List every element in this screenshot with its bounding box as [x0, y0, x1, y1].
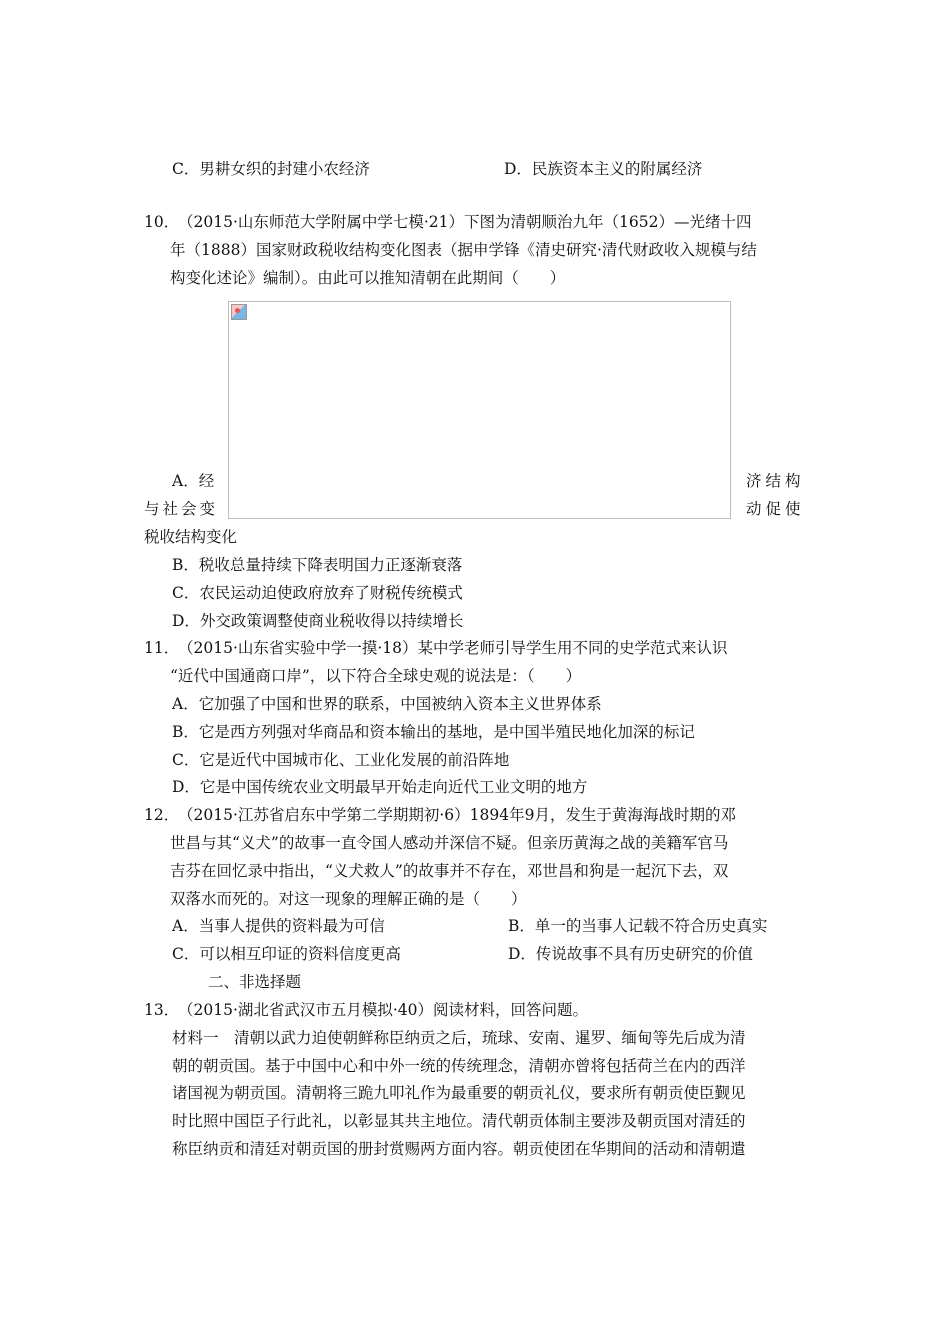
q10-option-d: D．外交政策调整使商业税收得以持续增长 — [172, 612, 464, 630]
q10-option-b: B．税收总量持续下降表明国力正逐渐衰落 — [172, 556, 463, 574]
q10-stem-line-2: 年（1888）国家财政税收结构变化图表（据申学锋《清史研究·清代财政收入规模与结 — [170, 241, 757, 259]
q12-option-c: C．可以相互印证的资料信度更高 — [172, 945, 401, 963]
broken-image-icon — [231, 304, 247, 320]
q12-stem-line-3: 吉芬在回忆录中指出，“义犬救人”的故事并不存在，邓世昌和狗是一起沉下去，双 — [170, 862, 729, 880]
q10-stem-line-1: （2015·山东师范大学附属中学七模·21）下图为清朝顺治九年（1652）—光绪十四 — [178, 213, 752, 231]
q10-number: 10． — [144, 213, 180, 231]
section-title: 二、非选择题 — [208, 973, 302, 991]
q10-option-a-part-3: 与社会变 — [144, 500, 219, 518]
q9-option-c: C．男耕女织的封建小农经济 — [172, 160, 370, 178]
q12-option-a: A．当事人提供的资料最为可信 — [172, 917, 385, 935]
q12-stem-line-4: 双落水而死的。对这一现象的理解正确的是（ ） — [170, 890, 527, 908]
q13-material-line-3: 诸国视为朝贡国。清朝将三跪九叩礼作为最重要的朝贡礼仪，要求所有朝贡使臣觐见 — [172, 1084, 746, 1102]
q10-option-a-part-2: 济结构 — [746, 472, 805, 490]
q13-number: 13． — [144, 1001, 180, 1019]
q11-option-a: A．它加强了中国和世界的联系，中国被纳入资本主义世界体系 — [172, 695, 602, 713]
q13-material-line-1: 材料一 清朝以武力迫使朝鲜称臣纳贡之后，琉球、安南、暹罗、缅甸等先后成为清 — [172, 1029, 746, 1047]
q11-option-d: D．它是中国传统农业文明最早开始走向近代工业文明的地方 — [172, 778, 588, 796]
q10-option-a-part-1: A．经 — [172, 472, 215, 490]
q12-number: 12． — [144, 806, 180, 824]
q11-option-c: C．它是近代中国城市化、工业化发展的前沿阵地 — [172, 751, 510, 769]
q9-option-d: D．民族资本主义的附属经济 — [504, 160, 703, 178]
q13-material-line-2: 朝的朝贡国。基于中国中心和中外一统的传统理念，清朝亦曾将包括荷兰在内的西洋 — [172, 1057, 746, 1075]
q10-stem-line-3: 构变化述论》编制）。由此可以推知清朝在此期间（ ） — [170, 269, 566, 287]
q11-number: 11． — [144, 639, 180, 657]
q12-option-d: D．传说故事不具有历史研究的价值 — [508, 945, 753, 963]
q10-chart-image-placeholder — [228, 301, 731, 519]
q11-stem-line-2: “近代中国通商口岸”，以下符合全球史观的说法是：（ ） — [170, 667, 582, 685]
q11-stem-line-1: （2015·山东省实验中学一摸·18）某中学老师引导学生用不同的史学范式来认识 — [178, 639, 728, 657]
q12-stem-line-2: 世昌与其“义犬”的故事一直令国人感动并深信不疑。但亲历黄海之战的美籍军官马 — [170, 834, 729, 852]
q12-stem-line-1: （2015·江苏省启东中学第二学期期初·6）1894年9月，发生于黄海海战时期的邓 — [178, 806, 736, 824]
q13-material-line-5: 称臣纳贡和清廷对朝贡国的册封赏赐两方面内容。朝贡使团在华期间的活动和清朝遣 — [172, 1140, 746, 1158]
q13-material-line-4: 时比照中国臣子行此礼，以彰显其共主地位。清代朝贡体制主要涉及朝贡国对清廷的 — [172, 1112, 746, 1130]
q11-option-b: B．它是西方列强对华商品和资本输出的基地，是中国半殖民地化加深的标记 — [172, 723, 695, 741]
q12-option-b: B．单一的当事人记载不符合历史真实 — [508, 917, 768, 935]
q13-stem: （2015·湖北省武汉市五月模拟·40）阅读材料，回答问题。 — [178, 1001, 589, 1019]
q10-option-a-wrap: 税收结构变化 — [144, 528, 238, 546]
q10-option-c: C．农民运动迫使政府放弃了财税传统模式 — [172, 584, 463, 602]
q10-option-a-part-4: 动促使 — [746, 500, 805, 518]
